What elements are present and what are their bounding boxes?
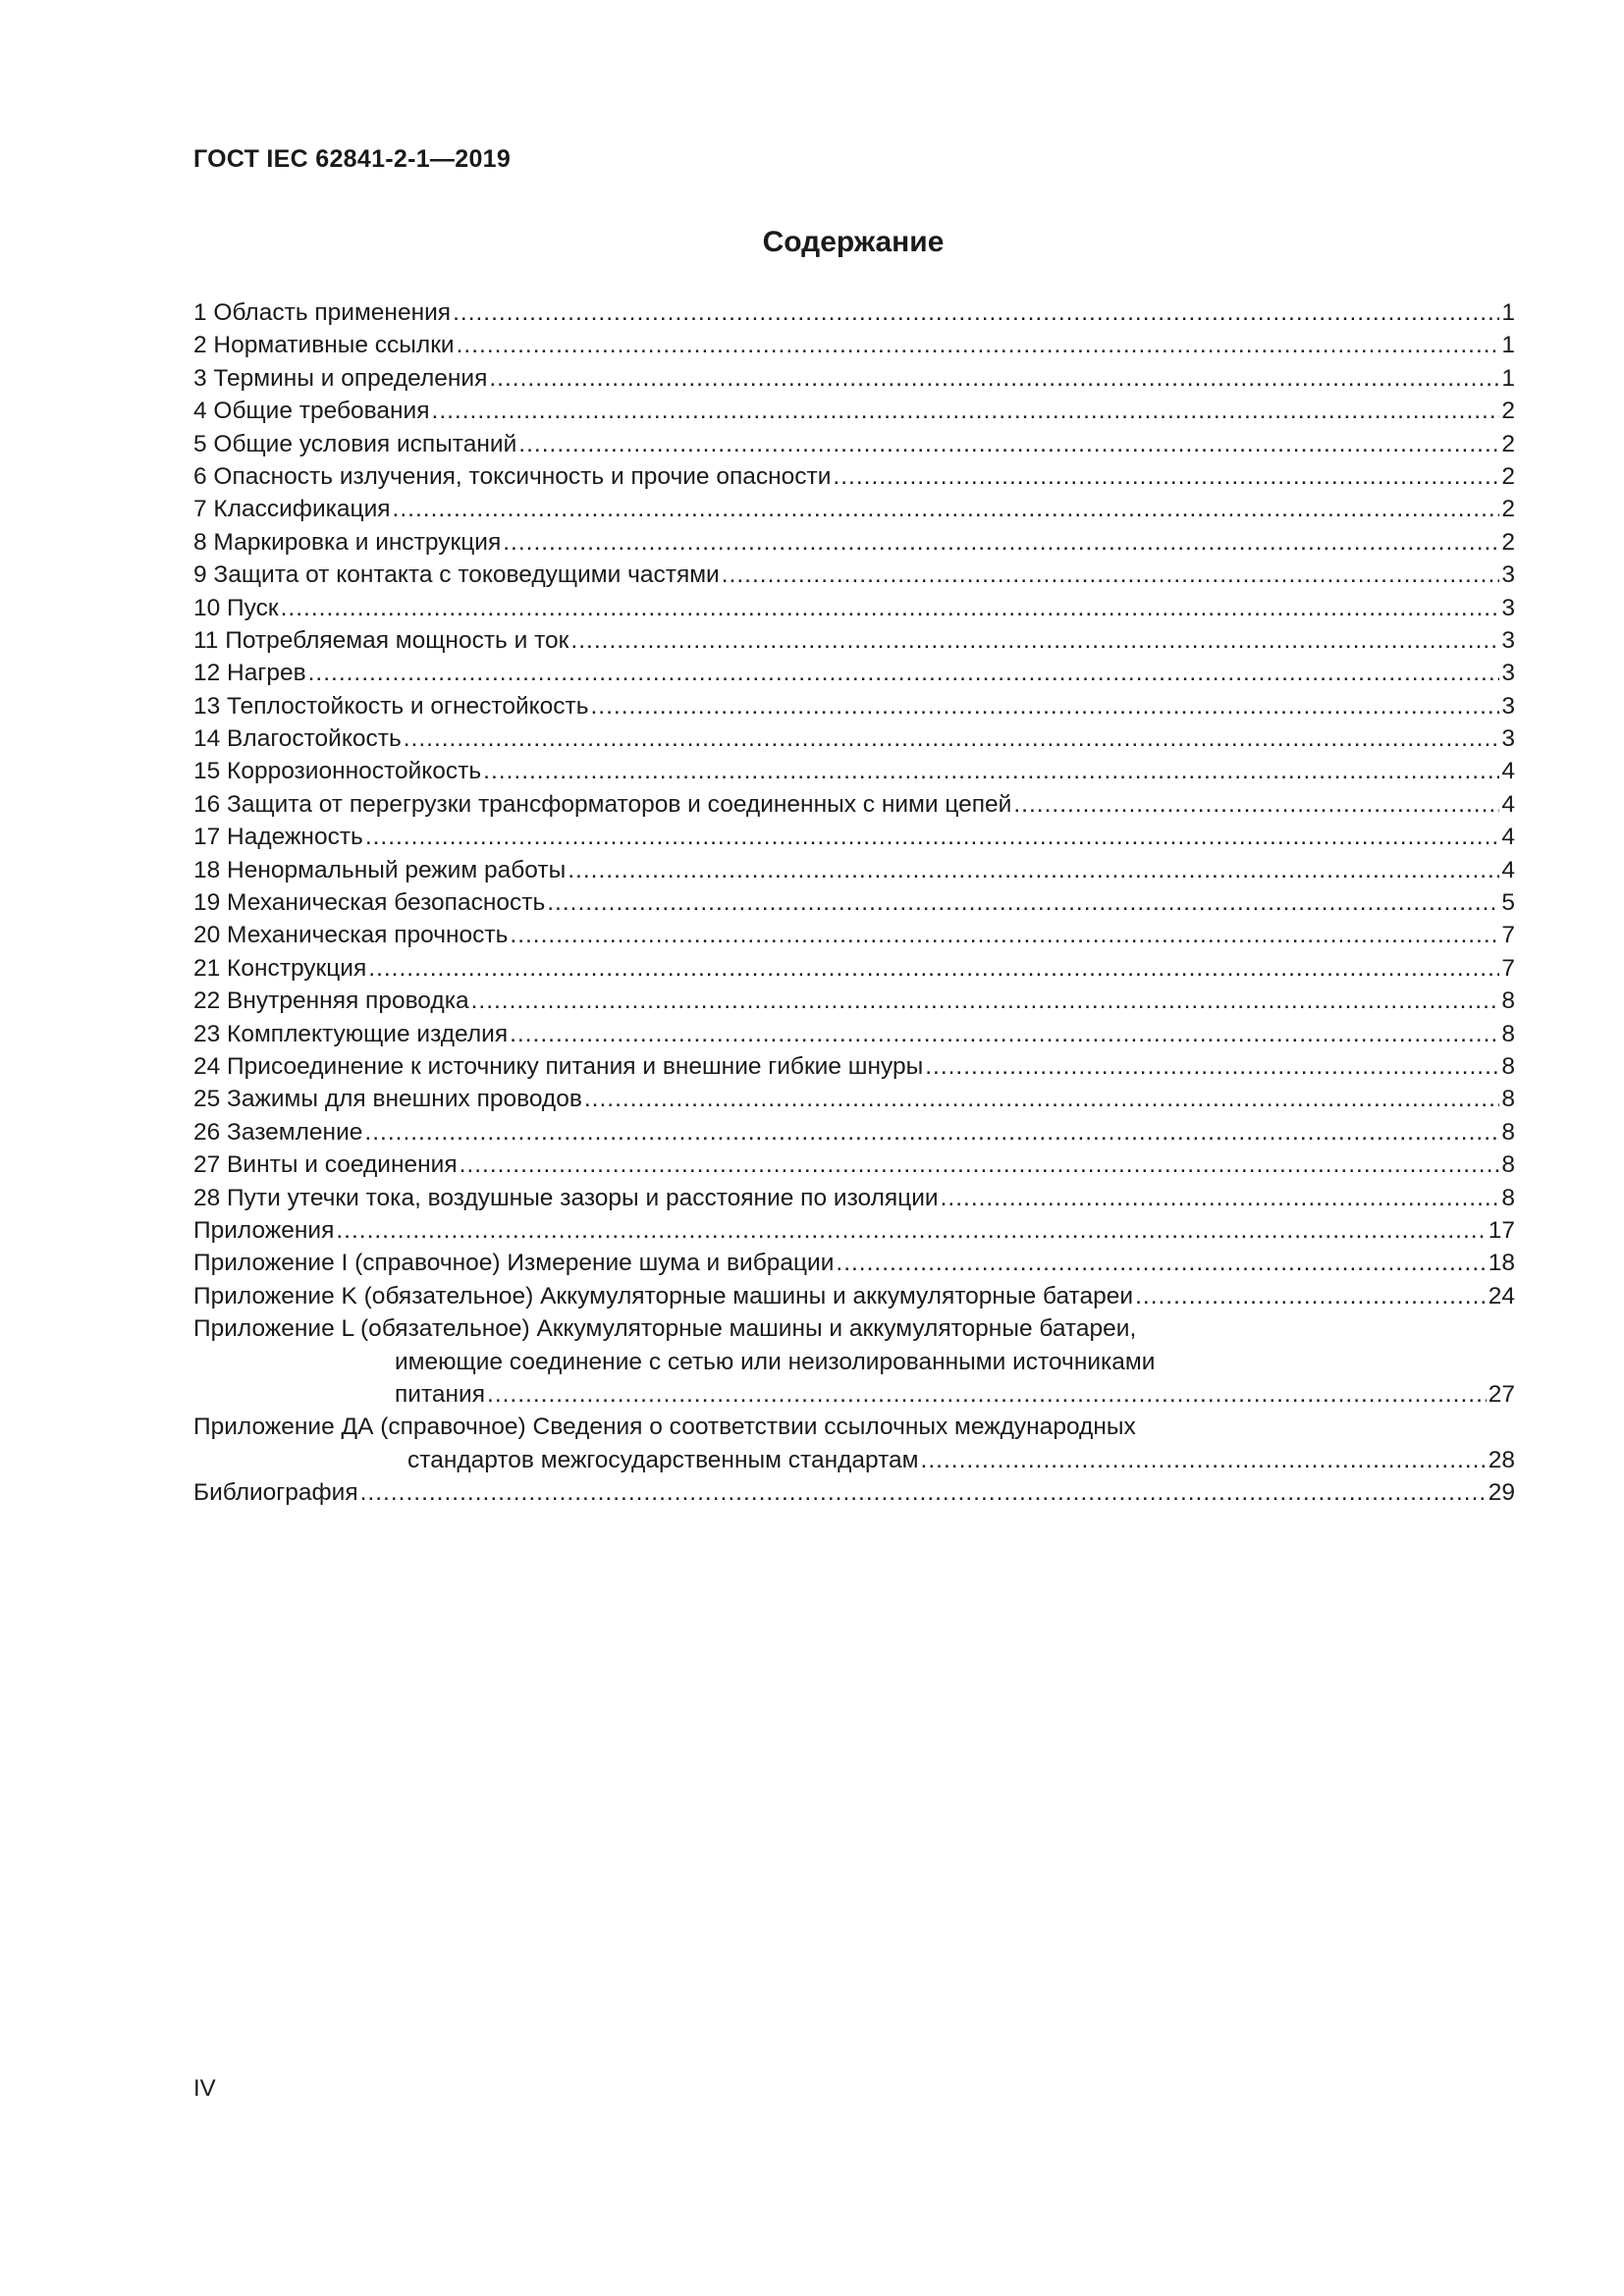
toc-entry-page: 5 [1501,889,1515,917]
toc-leader [471,985,1499,1017]
toc-leader [547,886,1499,919]
toc-entry[interactable] [193,1018,1515,1050]
toc-entry-text: Библиография [193,1479,358,1507]
toc-entry[interactable] [193,526,1515,559]
toc-entry-text: Приложение ДА (справочное) Сведения о соответствии ссылочных международных [193,1414,1136,1441]
toc-entry-page: 4 [1501,824,1515,851]
toc-entry-text: Приложение L (обязательное) Аккумуляторные машины и аккумуляторные батареи, [193,1315,1137,1343]
toc-entry-text: 1 Область применения [193,299,452,326]
toc-entry-page: 2 [1501,398,1515,425]
toc-leader [510,1018,1499,1050]
toc-entry[interactable] [193,1148,1515,1181]
toc-entry-page: 18 [1488,1250,1515,1277]
toc-line [193,1346,1515,1378]
toc-leader [368,952,1499,985]
toc-entry-text: 17 Надежность [193,824,363,851]
toc-entry[interactable] [193,296,1515,329]
toc-entry-text: 20 Механическая прочность [193,922,509,949]
toc-entry[interactable] [193,1280,1515,1312]
toc-entries [193,296,1515,1312]
toc-entry-page: 8 [1501,988,1515,1015]
toc-entry-page: 28 [1488,1446,1515,1473]
toc-entry-text: 22 Внутренняя проводка [193,988,469,1015]
toc-leader [460,1148,1499,1181]
toc-entry[interactable] [193,985,1515,1017]
toc-leader [1013,788,1499,821]
toc-entry-text: 26 Заземление [193,1118,363,1146]
toc-entry-text: 6 Опасность излучения, токсичность и прочие опасности [193,462,832,490]
toc-leader [590,690,1499,722]
toc-leader [1135,1280,1487,1312]
toc-entry[interactable] [193,493,1515,525]
toc-entry-bibliography[interactable] [193,1476,1515,1509]
toc-entry-text: Приложение K (обязательное) Аккумуляторные машины и аккумуляторные батареи [193,1282,1134,1309]
toc-entry-page: 7 [1501,954,1515,982]
toc-entry-text: 4 Общие требования [193,398,430,425]
toc-entry-page: 3 [1501,594,1515,621]
toc-entry-page: 29 [1488,1479,1515,1507]
toc-entry-page: 2 [1501,528,1515,556]
toc-entry-text: 13 Теплостойкость и огнестойкость [193,692,589,720]
toc-entry-page: 3 [1501,692,1515,720]
toc-entry[interactable] [193,624,1515,657]
toc-entry-page: 7 [1501,922,1515,949]
toc-entry[interactable] [193,821,1515,853]
toc-entry-page: 4 [1501,790,1515,818]
toc-entry[interactable] [193,755,1515,787]
toc-entry-text: стандартов межгосударственным стандартам [407,1446,919,1473]
toc-leader [489,362,1499,395]
toc-entry-text: 11 Потребляемая мощность и ток [193,626,569,654]
toc-leader [365,821,1499,853]
toc-entry-text: 10 Пуск [193,594,279,621]
toc-entry-page: 8 [1501,1052,1515,1080]
toc-entry-text: имеющие соединение с сетью или неизолированными источниками [395,1348,1156,1375]
toc-entry[interactable] [193,1116,1515,1148]
toc-leader [393,493,1499,525]
toc-entry-page: 2 [1501,462,1515,490]
toc-entry-page: 2 [1501,430,1515,457]
toc-leader [308,657,1499,689]
toc-leader [925,1050,1499,1083]
toc-leader [483,755,1499,787]
toc-entry-page: 3 [1501,626,1515,654]
toc-leader [364,1116,1499,1148]
toc-leader [453,296,1499,329]
toc-entry[interactable] [193,1083,1515,1115]
toc-entry-text: 24 Присоединение к источнику питания и внешние гибкие шнуры [193,1052,924,1080]
toc-leader [836,1247,1486,1279]
toc-entry-page: 27 [1488,1380,1515,1408]
toc-entry[interactable] [193,460,1515,493]
toc-leader [360,1476,1487,1509]
toc-entry-text: 3 Термины и определения [193,364,488,392]
toc-leader [457,329,1499,361]
toc-entry-page: 8 [1501,1086,1515,1113]
toc-entry[interactable] [193,657,1515,689]
toc-entry-text: 28 Пути утечки тока, воздушные зазоры и расстояние по изоляции [193,1184,939,1211]
toc-entry-page: 3 [1501,725,1515,753]
toc-entry-page: 8 [1501,1118,1515,1146]
table-of-contents [193,296,1515,1509]
toc-entry-text: 25 Зажимы для внешних проводов [193,1086,582,1113]
toc-entry-text: Приложения [193,1216,335,1244]
toc-entry-annex-l[interactable] [193,1312,1515,1411]
toc-leader [336,1214,1486,1247]
toc-entry[interactable] [193,559,1515,591]
toc-entry-page: 17 [1488,1216,1515,1244]
toc-entry-annex-da[interactable] [193,1411,1515,1476]
toc-entry[interactable] [193,1182,1515,1214]
toc-leader [510,919,1499,951]
toc-leader [833,460,1499,493]
toc-entry-text: 9 Защита от контакта с токоведущими частями [193,561,720,589]
toc-title: Содержание [762,226,945,258]
toc-entry-page: 1 [1501,364,1515,392]
toc-leader [584,1083,1499,1115]
toc-entry-page: 2 [1501,496,1515,523]
toc-entry[interactable] [193,854,1515,886]
toc-line [193,1411,1515,1443]
toc-entry[interactable] [193,919,1515,951]
toc-entry[interactable] [193,362,1515,395]
toc-entry-page: 4 [1501,856,1515,883]
toc-entry-text: 23 Комплектующие изделия [193,1020,509,1047]
toc-entry-text: 19 Механическая безопасность [193,889,546,917]
document-code: ГОСТ IEC 62841-2-1—2019 [193,145,512,173]
toc-entry-text: 14 Влагостойкость [193,725,402,753]
toc-entry-text: 27 Винты и соединения [193,1151,458,1179]
toc-leader [722,559,1499,591]
toc-entry-text: питания [395,1380,486,1408]
toc-entry-text: 8 Маркировка и инструкция [193,528,502,556]
toc-leader [518,428,1499,460]
toc-entry-page: 3 [1501,561,1515,589]
toc-entry-page: 8 [1501,1184,1515,1211]
toc-entry-page: 3 [1501,660,1515,687]
toc-entry-page: 1 [1501,332,1515,359]
toc-entry[interactable] [193,592,1515,624]
toc-entry[interactable] [193,886,1515,919]
toc-entry-text: 18 Ненормальный режим работы [193,856,567,883]
toc-entry-text: 15 Коррозионностойкость [193,758,482,785]
toc-entry-text: 7 Классификация [193,496,391,523]
toc-entry-text: 2 Нормативные ссылки [193,332,455,359]
toc-entry-page: 4 [1501,758,1515,785]
toc-leader [570,624,1499,657]
toc-entry-page: 24 [1488,1282,1515,1309]
toc-entry-page: 8 [1501,1020,1515,1047]
toc-entry-text: 21 Конструкция [193,954,367,982]
toc-entry-text: 12 Нагрев [193,660,306,687]
toc-line [193,1312,1515,1345]
toc-entry[interactable] [193,690,1515,722]
toc-leader [432,395,1499,427]
toc-leader [487,1378,1487,1411]
toc-entry[interactable] [193,428,1515,460]
toc-entry-page: 8 [1501,1151,1515,1179]
toc-entry[interactable] [193,329,1515,361]
page-number: IV [193,2075,216,2102]
toc-entry-text: 5 Общие условия испытаний [193,430,517,457]
toc-entry[interactable] [193,1050,1515,1083]
toc-leader [503,526,1499,559]
toc-line [193,1378,1515,1411]
toc-entry[interactable] [193,952,1515,985]
toc-entry[interactable] [193,1247,1515,1279]
toc-leader [281,592,1499,624]
toc-entry-page: 1 [1501,299,1515,326]
toc-entry-text: Приложение I (справочное) Измерение шума и вибрации [193,1250,835,1277]
toc-entry[interactable] [193,722,1515,755]
toc-line [193,1444,1515,1476]
toc-leader [568,854,1499,886]
toc-entry[interactable] [193,1214,1515,1247]
toc-leader [404,722,1499,755]
toc-entry[interactable] [193,395,1515,427]
toc-entry-text: 16 Защита от перегрузки трансформаторов и соединенных с ними цепей [193,790,1012,818]
toc-entry[interactable] [193,788,1515,821]
toc-leader [921,1444,1487,1476]
toc-leader [941,1182,1499,1214]
